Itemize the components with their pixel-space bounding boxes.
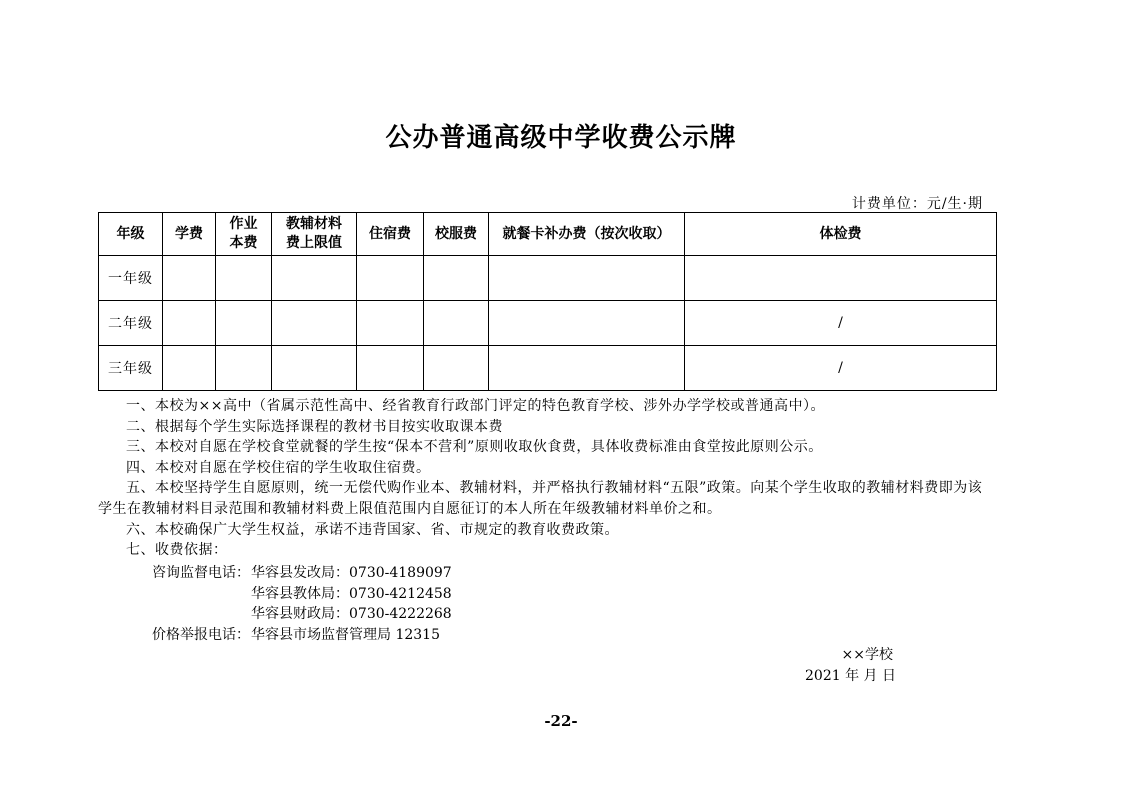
fee-table-header-row [99,213,997,256]
header-accommodation-fee: 住宿费 [357,213,424,256]
table-cell [424,256,489,301]
contact-row [133,625,452,646]
signature-block [805,645,915,686]
table-cell [489,301,685,346]
table-cell [357,346,424,391]
table-cell: / [685,301,997,346]
header-grade: 年级 [99,213,163,256]
grade-cell: 三年级 [99,346,163,391]
table-row [99,346,997,391]
document-title: 公办普通高级中学收费公示牌 [385,123,737,153]
note-item: 六、本校确保广大学生权益，承诺不违背国家、省、市规定的教育收费政策。 [126,521,619,538]
note-item: 五、本校坚持学生自愿原则，统一无偿代购作业本、教辅材料，并严格执行教辅材料“五限”政策。向某个学生收取的教辅材料费即为该学生在教辅材料目录范围和教辅材料费上限值范围内自愿征订的本人所在年级教辅材料单价之和。 [98,480,983,517]
header-uniform-fee: 校服费 [424,213,489,256]
contact-row [133,563,452,584]
table-row [99,256,997,301]
contact-row [133,584,452,605]
table-cell [685,256,997,301]
contact-value: 华容县教体局：0730-4212458 [251,585,452,602]
note-item: 一、本校为××高中（省属示范性高中、经省教育行政部门评定的特色教育学校、涉外办学学校或普通高中）。 [126,398,825,414]
page-number: -22- [544,712,578,730]
contact-label [133,584,250,605]
contact-value: 华容县市场监督管理局 12315 [251,626,440,643]
header-medical-exam-fee: 体检费 [685,213,997,256]
note-item: 四、本校对自愿在学校住宿的学生收取住宿费。 [126,459,431,476]
table-cell [272,346,357,391]
contact-row [133,604,452,625]
table-cell [163,346,216,391]
contact-value: 华容县发改局：0730-4189097 [251,565,452,581]
table-cell [216,346,272,391]
table-cell: / [685,346,997,391]
grade-cell: 一年级 [99,256,163,301]
table-cell [424,301,489,346]
notes-section [98,396,996,561]
contact-label: 价格举报电话： [152,626,250,643]
fee-table [98,212,997,391]
signature-date: 2021 年 月 日 [805,667,896,684]
contact-section [133,563,452,645]
header-workbook-fee: 作业 本费 [216,213,272,256]
table-cell [424,346,489,391]
table-cell [163,256,216,301]
note-item: 二、根据每个学生实际选择课程的教材书目按实收取课本费 [126,418,503,435]
grade-cell: 二年级 [99,301,163,346]
note-item: 七、收费依据： [126,542,228,559]
note-item: 三、本校对自愿在学校食堂就餐的学生按“保本不营利”原则收取伙食费，具体收费标准由食堂按此原则公示。 [126,439,823,456]
header-meal-card-fee: 就餐卡补办费（按次收取） [489,213,685,256]
table-cell [489,346,685,391]
table-cell [489,256,685,301]
contact-label [133,604,250,625]
contact-label: 咨询监督电话： [152,565,250,581]
school-name: ××学校 [841,647,893,663]
table-cell [216,301,272,346]
fee-unit-label: 计费单位：元/生·期 [851,196,983,212]
table-row [99,301,997,346]
contact-value: 华容县财政局：0730-4222268 [251,606,452,623]
table-cell [216,256,272,301]
table-cell [357,256,424,301]
table-cell [357,301,424,346]
table-cell [163,301,216,346]
table-cell [272,256,357,301]
header-tuition: 学费 [163,213,216,256]
table-cell [272,301,357,346]
header-materials-fee-cap: 教辅材料 费上限值 [272,213,357,256]
